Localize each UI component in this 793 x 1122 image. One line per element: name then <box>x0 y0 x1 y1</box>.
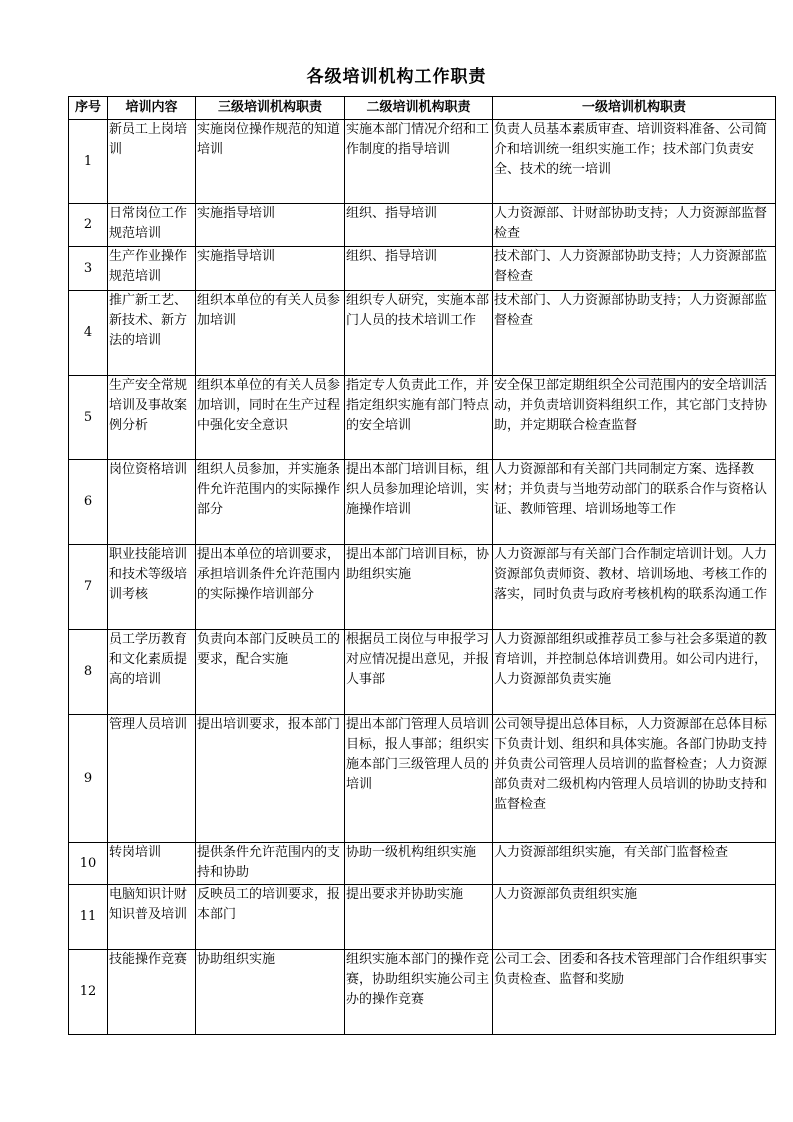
level1-duty: 人力资源部、计财部协助支持；人力资源部监督检查 <box>493 204 776 247</box>
level1-duty: 人力资源部负责组织实施 <box>493 885 776 950</box>
training-content: 推广新工艺、新技术、新方法的培训 <box>108 291 196 376</box>
header-number: 序号 <box>69 97 108 120</box>
training-content: 生产安全常规培训及事故案例分析 <box>108 376 196 460</box>
training-content: 新员工上岗培训 <box>108 120 196 204</box>
table-row <box>69 715 776 843</box>
table-row <box>69 950 776 1035</box>
header-content: 培训内容 <box>108 97 196 120</box>
training-content: 日常岗位工作规范培训 <box>108 204 196 247</box>
level2-duty: 组织专人研究，实施本部门人员的技术培训工作 <box>345 291 493 376</box>
level3-duty: 组织本单位的有关人员参加培训，同时在生产过程中强化安全意识 <box>196 376 345 460</box>
responsibility-table <box>68 96 776 1035</box>
level1-duty: 安全保卫部定期组织全公司范围内的安全培训活动，并负责培训资料组织工作，其它部门支持协助，并定期联合检查监督 <box>493 376 776 460</box>
level1-duty: 公司工会、团委和各技术管理部门合作组织事实负责检查、监督和奖励 <box>493 950 776 1035</box>
row-number: 1 <box>69 120 108 204</box>
table-row <box>69 376 776 460</box>
level1-duty: 技术部门、人力资源部协助支持；人力资源部监督检查 <box>493 247 776 291</box>
table-row <box>69 247 776 291</box>
header-level3: 三级培训机构职责 <box>196 97 345 120</box>
level3-duty: 实施指导培训 <box>196 204 345 247</box>
row-number: 7 <box>69 545 108 630</box>
row-number: 4 <box>69 291 108 376</box>
level2-duty: 根据员工岗位与申报学习对应情况提出意见，并报人事部 <box>345 630 493 715</box>
level2-duty: 组织、指导培训 <box>345 247 493 291</box>
table-row <box>69 460 776 545</box>
level1-duty: 公司领导提出总体目标，人力资源部在总体目标下负责计划、组织和具体实施。各部门协助支持并负责公司管理人员培训的监督检查；人力资源部负责对二级机构内管理人员培训的协助支持和监督检查 <box>493 715 776 843</box>
level1-duty: 人力资源部和有关部门共同制定方案、选择教材；并负责与当地劳动部门的联系合作与资格认证、教师管理、培训场地等工作 <box>493 460 776 545</box>
level2-duty: 提出本部门培训目标，组织人员参加理论培训，实施操作培训 <box>345 460 493 545</box>
table-row <box>69 885 776 950</box>
row-number: 3 <box>69 247 108 291</box>
table-header-row <box>69 97 776 120</box>
level3-duty: 负责向本部门反映员工的要求，配合实施 <box>196 630 345 715</box>
table-row <box>69 545 776 630</box>
training-content: 员工学历教育和文化素质提高的培训 <box>108 630 196 715</box>
training-content: 电脑知识计财知识普及培训 <box>108 885 196 950</box>
training-content: 生产作业操作规范培训 <box>108 247 196 291</box>
row-number: 8 <box>69 630 108 715</box>
training-content: 技能操作竞赛 <box>108 950 196 1035</box>
training-content: 职业技能培训和技术等级培训考核 <box>108 545 196 630</box>
level2-duty: 实施本部门情况介绍和工作制度的指导培训 <box>345 120 493 204</box>
table-row <box>69 630 776 715</box>
page-title: 各级培训机构工作职责 <box>306 67 487 87</box>
table-row <box>69 120 776 204</box>
training-content: 岗位资格培训 <box>108 460 196 545</box>
level2-duty: 组织、指导培训 <box>345 204 493 247</box>
level2-duty: 提出本部门培训目标，协助组织实施 <box>345 545 493 630</box>
level3-duty: 提出培训要求，报本部门 <box>196 715 345 843</box>
training-content: 转岗培训 <box>108 843 196 885</box>
level3-duty: 协助组织实施 <box>196 950 345 1035</box>
row-number: 12 <box>69 950 108 1035</box>
level2-duty: 提出本部门管理人员培训目标，报人事部；组织实施本部门三级管理人员的培训 <box>345 715 493 843</box>
level3-duty: 反映员工的培训要求，报本部门 <box>196 885 345 950</box>
level1-duty: 人力资源部与有关部门合作制定培训计划。人力资源部负责师资、教材、培训场地、考核工作的落实，同时负责与政府考核机构的联系沟通工作 <box>493 545 776 630</box>
table-row <box>69 204 776 247</box>
table-row <box>69 843 776 885</box>
row-number: 9 <box>69 715 108 843</box>
level3-duty: 实施指导培训 <box>196 247 345 291</box>
level1-duty: 技术部门、人力资源部协助支持；人力资源部监督检查 <box>493 291 776 376</box>
level2-duty: 指定专人负责此工作，并指定组织实施有部门特点的安全培训 <box>345 376 493 460</box>
level3-duty: 组织本单位的有关人员参加培训 <box>196 291 345 376</box>
training-content: 管理人员培训 <box>108 715 196 843</box>
header-level1: 一级培训机构职责 <box>493 97 776 120</box>
level3-duty: 组织人员参加，并实施条件允许范围内的实际操作部分 <box>196 460 345 545</box>
level2-duty: 组织实施本部门的操作竞赛，协助组织实施公司主办的操作竞赛 <box>345 950 493 1035</box>
row-number: 10 <box>69 843 108 885</box>
level3-duty: 实施岗位操作规范的知道培训 <box>196 120 345 204</box>
level2-duty: 协助一级机构组织实施 <box>345 843 493 885</box>
table-row <box>69 291 776 376</box>
row-number: 5 <box>69 376 108 460</box>
level3-duty: 提出本单位的培训要求，承担培训条件允许范围内的实际操作培训部分 <box>196 545 345 630</box>
level3-duty: 提供条件允许范围内的支持和协助 <box>196 843 345 885</box>
level2-duty: 提出要求并协助实施 <box>345 885 493 950</box>
row-number: 11 <box>69 885 108 950</box>
header-level2: 二级培训机构职责 <box>345 97 493 120</box>
level1-duty: 人力资源部组织实施，有关部门监督检查 <box>493 843 776 885</box>
row-number: 2 <box>69 204 108 247</box>
level1-duty: 人力资源部组织或推荐员工参与社会多渠道的教育培训，并控制总体培训费用。如公司内进行，人力资源部负责实施 <box>493 630 776 715</box>
level1-duty: 负责人员基本素质审查、培训资料准备、公司简介和培训统一组织实施工作；技术部门负责安全、技术的统一培训 <box>493 120 776 204</box>
row-number: 6 <box>69 460 108 545</box>
